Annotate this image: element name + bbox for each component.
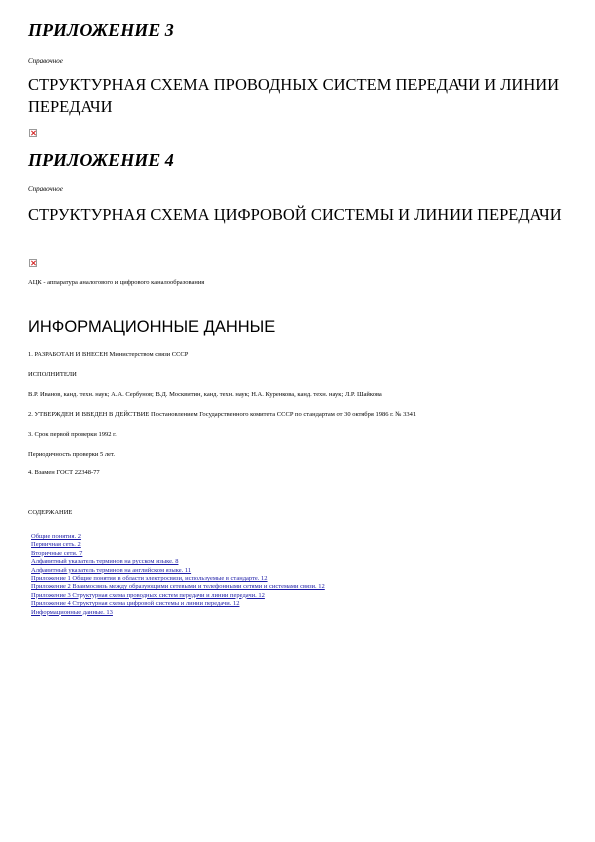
- toc-item: [31, 547, 325, 555]
- appendix-4-title: ПРИЛОЖЕНИЕ 4: [28, 150, 174, 170]
- info-item-4: 4. Взамен ГОСТ 22348-77: [28, 469, 100, 476]
- toc-item: [31, 580, 325, 591]
- executors-list: В.Р. Иванов, канд. техн. наук; А.А. Сербунов; В.Д. Москвитин, канд. техн. наук; Н.А. Куренкова, канд. техн. наук; Л.Р. Шайкова: [28, 391, 382, 398]
- executors-label: ИСПОЛНИТЕЛИ: [28, 371, 77, 378]
- toc-item: [31, 538, 325, 549]
- info-item-2: 2. УТВЕРЖДЕН И ВВЕДЕН В ДЕЙСТВИЕ Постановлением Государственного комитета СССР по стандартам от 30 октября 1986 г. № 3341: [28, 411, 417, 418]
- toc-link-russian-index[interactable]: Алфавитный указатель терминов на русском языке. 8: [31, 558, 179, 566]
- appendix-4-heading: СТРУКТУРНАЯ СХЕМА ЦИФРОВОЙ СИСТЕМЫ И ЛИНИИ ПЕРЕДАЧИ: [28, 205, 562, 224]
- info-item-3: 3. Срок первой проверки 1992 г.: [28, 431, 117, 438]
- toc-item: [31, 597, 325, 608]
- info-heading: ИНФОРМАЦИОННЫЕ ДАННЫЕ: [28, 318, 276, 336]
- toc-link-secondary-networks[interactable]: Вторичные сети. 7: [31, 549, 83, 557]
- toc-item: [31, 530, 325, 538]
- periodicity-note: Периодичность проверки 5 лет.: [28, 451, 116, 458]
- broken-image-icon: [29, 129, 37, 137]
- toc-item: [31, 564, 325, 572]
- toc-item: [31, 572, 325, 580]
- appendix-3-heading: СТРУКТУРНАЯ СХЕМА ПРОВОДНЫХ СИСТЕМ ПЕРЕДАЧИ И ЛИНИИ ПЕРЕДАЧИ: [28, 75, 560, 116]
- appendix-4-reference-note: Справочное: [28, 185, 63, 193]
- toc-heading: СОДЕРЖАНИЕ: [28, 509, 73, 516]
- broken-image-icon: [29, 259, 37, 267]
- toc-link-appendix-4[interactable]: Приложение 4 Структурная схема цифровой системы и линии передачи. 12: [31, 600, 240, 608]
- toc-link-appendix-1[interactable]: Приложение 1 Общие понятия в области электросвязи, используемые в стандарте. 12: [31, 574, 268, 582]
- toc-link-general-concepts[interactable]: Общие понятия. 2: [31, 533, 82, 540]
- toc-link-english-index[interactable]: Алфавитный указатель терминов на английском языке. 11: [31, 566, 192, 574]
- info-item-1: 1. РАЗРАБОТАН И ВНЕСЕН Министерством связи СССР: [28, 351, 189, 358]
- toc-item: [31, 555, 325, 566]
- toc-link-info-data[interactable]: Информационные данные. 13: [31, 608, 113, 616]
- appendix-4-caption: АЦК - аппаратура аналогового и цифрового каналообразования: [28, 279, 205, 286]
- appendix-3-reference-note: Справочное: [28, 57, 63, 65]
- toc-link-appendix-3[interactable]: Приложение 3 Структурная схема проводных систем передачи и линии передачи. 12: [31, 591, 265, 599]
- toc-list: [31, 530, 325, 614]
- toc-link-primary-network[interactable]: Первичная сеть. 2: [31, 541, 81, 549]
- toc-link-appendix-2[interactable]: Приложение 2 Взаимосвязь между образующими сетевыми и телефонными сетями и системами связи. 12: [31, 583, 325, 591]
- appendix-3-title: ПРИЛОЖЕНИЕ 3: [28, 20, 174, 40]
